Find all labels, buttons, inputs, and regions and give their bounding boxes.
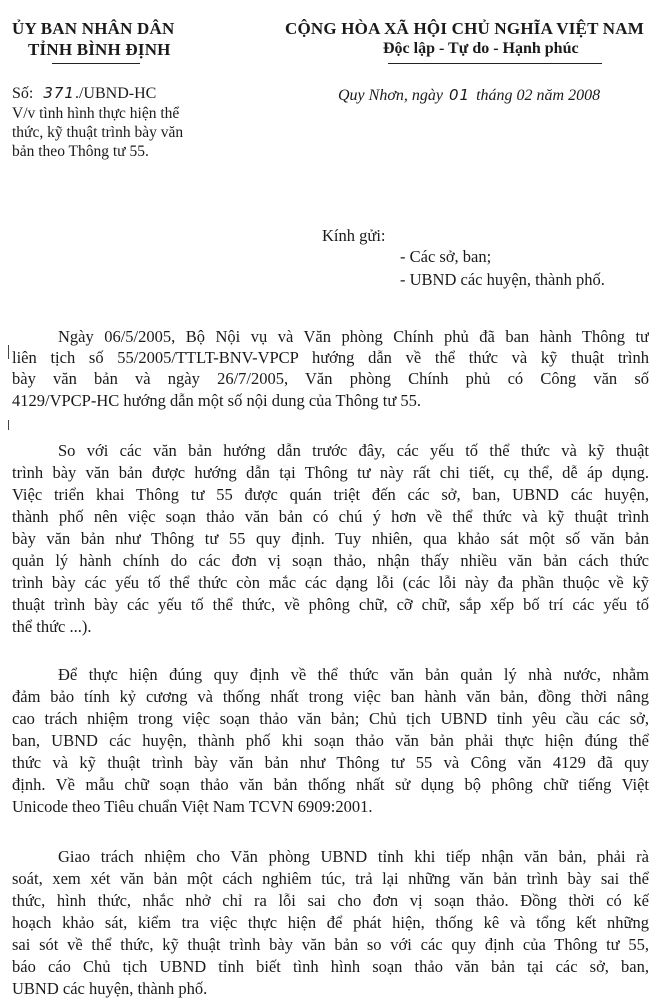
p3-line-6: định. Về mẫu chữ soạn thảo văn bản thống nhất sử dụng bộ phông chữ tiếng Việt (12, 775, 649, 794)
p3-line-4: ban, UBND các huyện, thành phố khi soạn thảo văn bản phải thực hiện đúng thể (12, 731, 649, 750)
p1-line-3: bày văn bản và ngày 26/7/2005, Văn phòng Chính phủ có Công văn số (12, 369, 649, 388)
motto-underline (388, 63, 602, 64)
p2-line-8: thuật trình bày các yếu tố thể thức, về phông chữ, cỡ chữ, sắp xếp bố trí các yếu tố (12, 595, 649, 614)
p2-line-1: So với các văn bản hướng dẫn trước đây, các yếu tố thể thức và kỹ thuật (58, 441, 649, 460)
p1-line-1: Ngày 06/5/2005, Bộ Nội vụ và Văn phòng Chính phủ đã ban hành Thông tư (58, 327, 649, 346)
date-text-after: tháng 02 năm 2008 (476, 87, 601, 104)
doc-number-prefix: Số: (12, 85, 34, 102)
p4-line-6: báo cáo Chủ tịch UBND tỉnh biết tình hình soạn thảo văn bản tại các sở, ban, (12, 957, 649, 976)
p2-line-4: thành phố nên việc soạn thảo văn bản có chú ý hơn về thể thức và kỹ thuật trình (12, 507, 649, 526)
p3-line-3: cao trách nhiệm trong việc soạn thảo văn bản; Chủ tịch UBND tỉnh yêu cầu các sở, (12, 709, 649, 728)
national-title: CỘNG HÒA XÃ HỘI CHỦ NGHĨA VIỆT NAM (285, 19, 644, 38)
p4-line-3: thức, hình thức, nhắc nhở chỉ ra lỗi sai cho đơn vị soạn thảo. Đồng thời có kế (12, 891, 649, 910)
margin-mark-2 (8, 420, 9, 430)
subject-line-1: V/v tình hình thực hiện thể (12, 105, 180, 122)
p3-line-7: Unicode theo Tiêu chuẩn Việt Nam TCVN 6909:2001. (12, 797, 373, 816)
date-text-before: Quy Nhơn, ngày (338, 87, 443, 104)
p3-line-1: Để thực hiện đúng quy định về thể thức văn bản quản lý nhà nước, nhằm (58, 665, 649, 684)
date-day-handwritten: 01 (448, 86, 471, 104)
doc-number-suffix: ./UBND-HC (74, 85, 157, 102)
p2-line-3: Việc triển khai Thông tư 55 được quán triệt đến các sở, ban, UBND các huyện, (12, 485, 649, 504)
p2-line-2: trình bày văn bản được hướng dẫn tại Thông tư này rất chi tiết, cụ thể, dễ áp dụng. (12, 463, 649, 482)
p2-line-9: thể thức ...). (12, 617, 92, 636)
recipient-1: - Các sở, ban; (400, 247, 492, 266)
p3-line-5: thức và kỹ thuật trình bày văn bản như Thông tư 55 và Công văn 4129 đã quy (12, 753, 649, 772)
org-name-line1: ỦY BAN NHÂN DÂN (12, 19, 175, 38)
org-underline (52, 63, 140, 64)
p2-line-6: quản lý hành chính do các đơn vị soạn thảo, nhận thấy nhiều văn bản cách thức (12, 551, 649, 570)
doc-number-handwritten: 371 (43, 84, 75, 102)
p4-line-1: Giao trách nhiệm cho Văn phòng UBND tỉnh khi tiếp nhận văn bản, phải rà (58, 847, 649, 866)
subject-line-3: bản theo Thông tư 55. (12, 143, 149, 160)
p1-line-4: 4129/VPCP-HC hướng dẫn một số nội dung của Thông tư 55. (12, 391, 422, 410)
p4-line-4: hoạch khảo sát, kiểm tra việc thực hiện để phát hiện, thống kê và tổng kết những (12, 913, 649, 932)
recipient-2: - UBND các huyện, thành phố. (400, 270, 605, 289)
document-number (12, 84, 156, 103)
org-name-line2: TỈNH BÌNH ĐỊNH (28, 40, 171, 59)
margin-mark-1 (8, 345, 9, 359)
p4-line-7: UBND các huyện, thành phố. (12, 979, 208, 998)
place-date (338, 86, 600, 105)
p4-line-2: soát, xem xét văn bản một cách nghiêm túc, trả lại những văn bản trình bày sai thể (12, 869, 649, 888)
p4-line-5: sai sót về thể thức, kỹ thuật trình bày văn bản so với các quy định của Thông tư 55, (12, 935, 649, 954)
p1-line-2: liên tịch số 55/2005/TTLT-BNV-VPCP hướng dẫn về thể thức và kỹ thuật trình (12, 348, 649, 367)
p2-line-5: bày văn bản như Thông tư 55 quy định. Tuy nhiên, qua khảo sát một số văn bản (12, 529, 649, 548)
national-motto: Độc lập - Tự do - Hạnh phúc (383, 40, 579, 57)
p2-line-7: trình bày các yếu tố thể thức còn mắc các dạng lỗi (các lỗi này đa phần thuộc về kỹ (12, 573, 649, 592)
subject-line-2: thức, kỹ thuật trình bày văn (12, 124, 184, 141)
p3-line-2: đảm bảo tính kỷ cương và thống nhất trong việc ban hành văn bản, đồng thời nâng (12, 687, 649, 706)
addressee-label: Kính gửi: (322, 226, 386, 245)
